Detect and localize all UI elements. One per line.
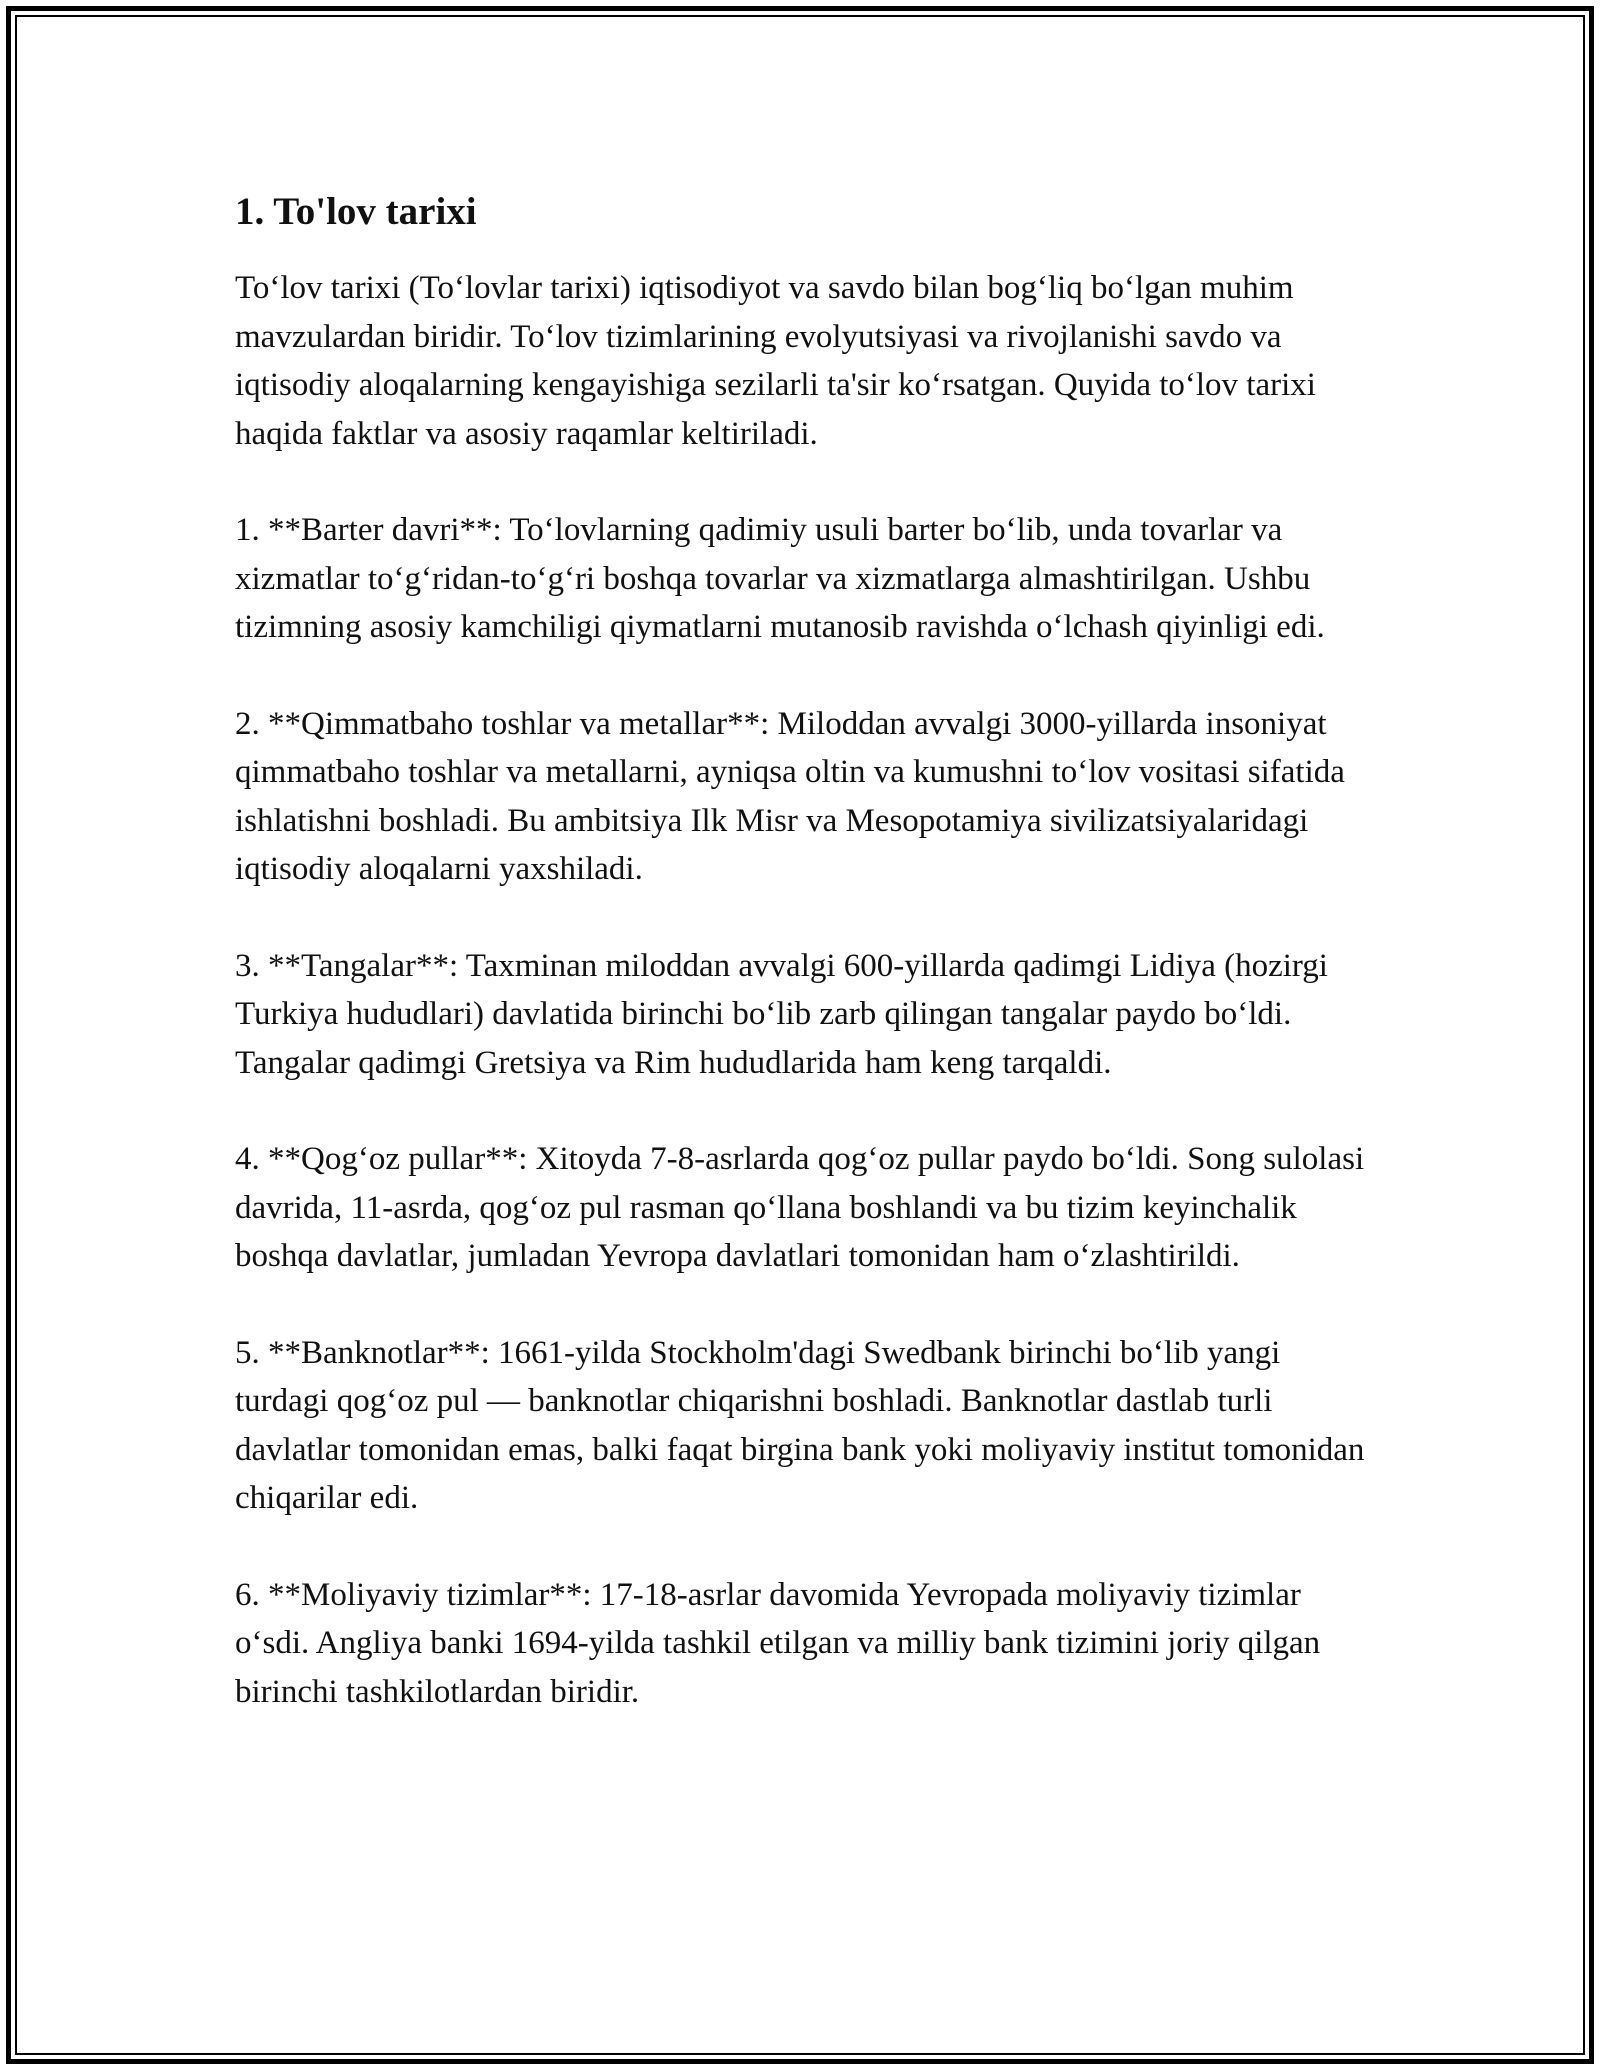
document-title: 1. To'lov tarixi	[235, 190, 477, 233]
paragraph-paper-money: 4. **Qog‘oz pullar**: Xitoyda 7-8-asrlarda qog‘oz pullar paydo bo‘ldi. Song sulolasi davrida, 11-asrda, qog‘oz pul rasman qo‘llana boshlandi va bu tizim keyinchalik boshqa davlatlar, jumladan Yevropa davlatlari tomonidan ham o‘zlashtirildi.	[235, 1141, 1365, 1274]
paragraph-barter-period: 1. **Barter davri**: To‘lovlarning qadimiy usuli barter bo‘lib, unda tovarlar va xizmatlar to‘g‘ridan-to‘g‘ri boshqa tovarlar va xizmatlarga almashtirilgan. Ushbu tizimning asosiy kamchiligi qiymatlarni mutanosib ravishda o‘lchash qiyinligi edi.	[235, 512, 1325, 645]
document-body	[235, 186, 1365, 1764]
paragraph-banknotes: 5. **Banknotlar**: 1661-yilda Stockholm'dagi Swedbank birinchi bo‘lib yangi turdagi qog‘oz pul — banknotlar chiqarishni boshladi. Banknotlar dastlab turli davlatlar tomonidan emas, balki faqat birgina bank yoki moliyaviy institut tomonidan chiqarilar edi.	[235, 1334, 1365, 1516]
paragraph-precious-stones-metals: 2. **Qimmatbaho toshlar va metallar**: Miloddan avvalgi 3000-yillarda insoniyat qimmatbaho toshlar va metallarni, ayniqsa oltin va kumushni to‘lov vositasi sifatida ishlatishni boshladi. Bu ambitsiya Ilk Misr va Mesopotamiya sivilizatsiyalaridagi iqtisodiy aloqalarni yaxshiladi.	[235, 705, 1345, 887]
paragraph-financial-systems: 6. **Moliyaviy tizimlar**: 17-18-asrlar davomida Yevropada moliyaviy tizimlar o‘sdi. Angliya banki 1694-yilda tashkil etilgan va milliy bank tizimini joriy qilgan birinchi tashkilotlardan biridir.	[235, 1576, 1321, 1710]
paragraph-coins: 3. **Tangalar**: Taxminan miloddan avvalgi 600-yillarda qadimgi Lidiya (hozirgi Turkiya hududlari) davlatida birinchi bo‘lib zarb qilingan tangalar paydo bo‘ldi. Tangalar qadimgi Gretsiya va Rim hududlarida ham keng tarqaldi.	[235, 947, 1328, 1081]
intro-paragraph: To‘lov tarixi (To‘lovlar tarixi) iqtisodiyot va savdo bilan bog‘liq bo‘lgan muhim mavzulardan biridir. To‘lov tizimlarining evolyutsiyasi va rivojlanishi savdo va iqtisodiy aloqalarning kengayishiga sezilarli ta'sir ko‘rsatgan. Quyida to‘lov tarixi haqida faktlar va asosiy raqamlar keltiriladi.	[235, 270, 1316, 452]
